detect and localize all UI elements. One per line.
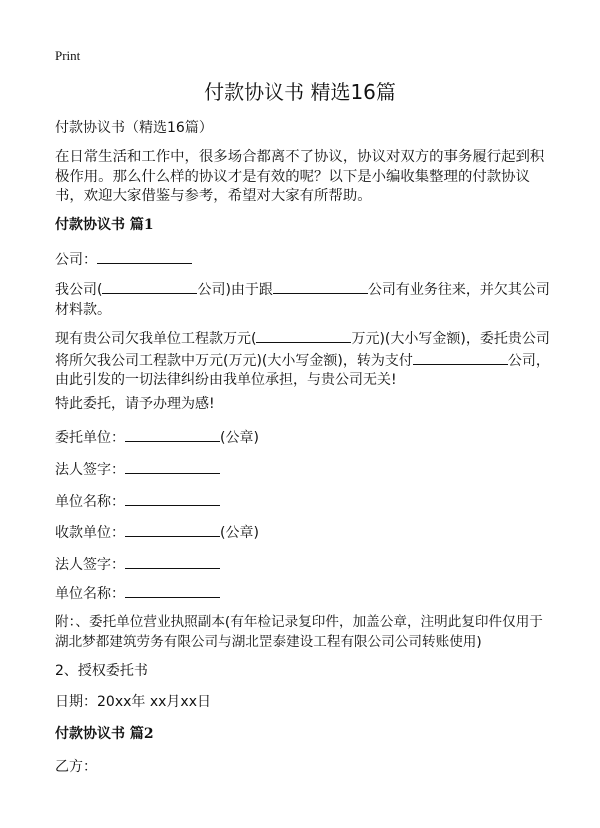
page-title: 付款协议书 精选16篇	[204, 80, 396, 104]
text: 由此引发的一切法律纠纷由我单位承担，与贵公司无关!	[55, 372, 397, 388]
text: 材料款。	[55, 301, 111, 318]
field-line	[55, 459, 550, 481]
paragraph-3: 特此委托，请予办理为感!	[55, 396, 215, 412]
print-link[interactable]: Print	[55, 48, 81, 63]
intro-paragraph: 在日常生活和工作中，很多场合都离不了协议，协议对双方的事务履行起到积极作用。那么什么样的协议才是有效的呢？以下是小编收集整理的付款协议书，欢迎大家借鉴与参考，希望对大家有所帮助。	[55, 149, 545, 204]
item-2: 2、授权委托书	[55, 663, 148, 679]
text: 公司有业务往来，并欠其公司	[367, 282, 550, 298]
attachment-note: 附：、委托单位营业执照副本(有年检记录复印件，加盖公章，注明此复印件仅用于湖北梦都建筑劳务有限公司与湖北罡泰建设工程有限公司公司转账使用)	[55, 614, 543, 650]
text: 万元)(大小写金额)，委托贵公司	[351, 331, 550, 347]
blank-field	[125, 491, 220, 506]
field-label: 单位名称：	[55, 586, 125, 602]
field-label: 法人签字：	[55, 462, 125, 478]
company-label: 公司：	[55, 252, 97, 268]
blank-field	[125, 554, 220, 569]
field-label: 收款单位：	[55, 525, 125, 541]
blank-field	[125, 427, 220, 442]
blank-field	[413, 350, 508, 365]
blank-field	[125, 522, 220, 537]
field-line	[55, 583, 550, 605]
field-suffix: (公章)	[220, 430, 259, 446]
field-label: 委托单位：	[55, 430, 125, 446]
field-line	[55, 427, 550, 449]
section-heading-1: 付款协议书 篇1	[55, 217, 154, 233]
text: 公司，	[507, 352, 550, 369]
section-heading-2: 付款协议书 篇2	[55, 726, 154, 742]
blank-field	[102, 279, 197, 294]
text: 现有贵公司欠我单位工程款万元(	[55, 331, 257, 347]
text: 将所欠我公司工程款中万元(万元)(大小写金额)，转为支付	[55, 352, 413, 369]
blank-field	[273, 279, 368, 294]
blank-field	[97, 249, 192, 264]
date-line: 日期：20xx年 xx月xx日	[55, 694, 211, 710]
blank-field	[125, 459, 220, 474]
text: 公司)由于跟	[197, 282, 273, 298]
field-label: 法人签字：	[55, 557, 125, 573]
party-b-line: 乙方：	[55, 759, 97, 775]
text: 我公司(	[55, 282, 103, 298]
field-line	[55, 522, 550, 544]
company-line	[55, 249, 550, 271]
field-line	[55, 554, 550, 576]
subtitle: 付款协议书（精选16篇）	[55, 120, 213, 136]
blank-field	[125, 583, 220, 598]
paragraph-2	[55, 328, 550, 391]
paragraph-1	[55, 279, 550, 320]
field-label: 单位名称：	[55, 494, 125, 510]
blank-field	[256, 328, 351, 343]
field-line	[55, 491, 550, 513]
field-suffix: (公章)	[220, 525, 259, 541]
